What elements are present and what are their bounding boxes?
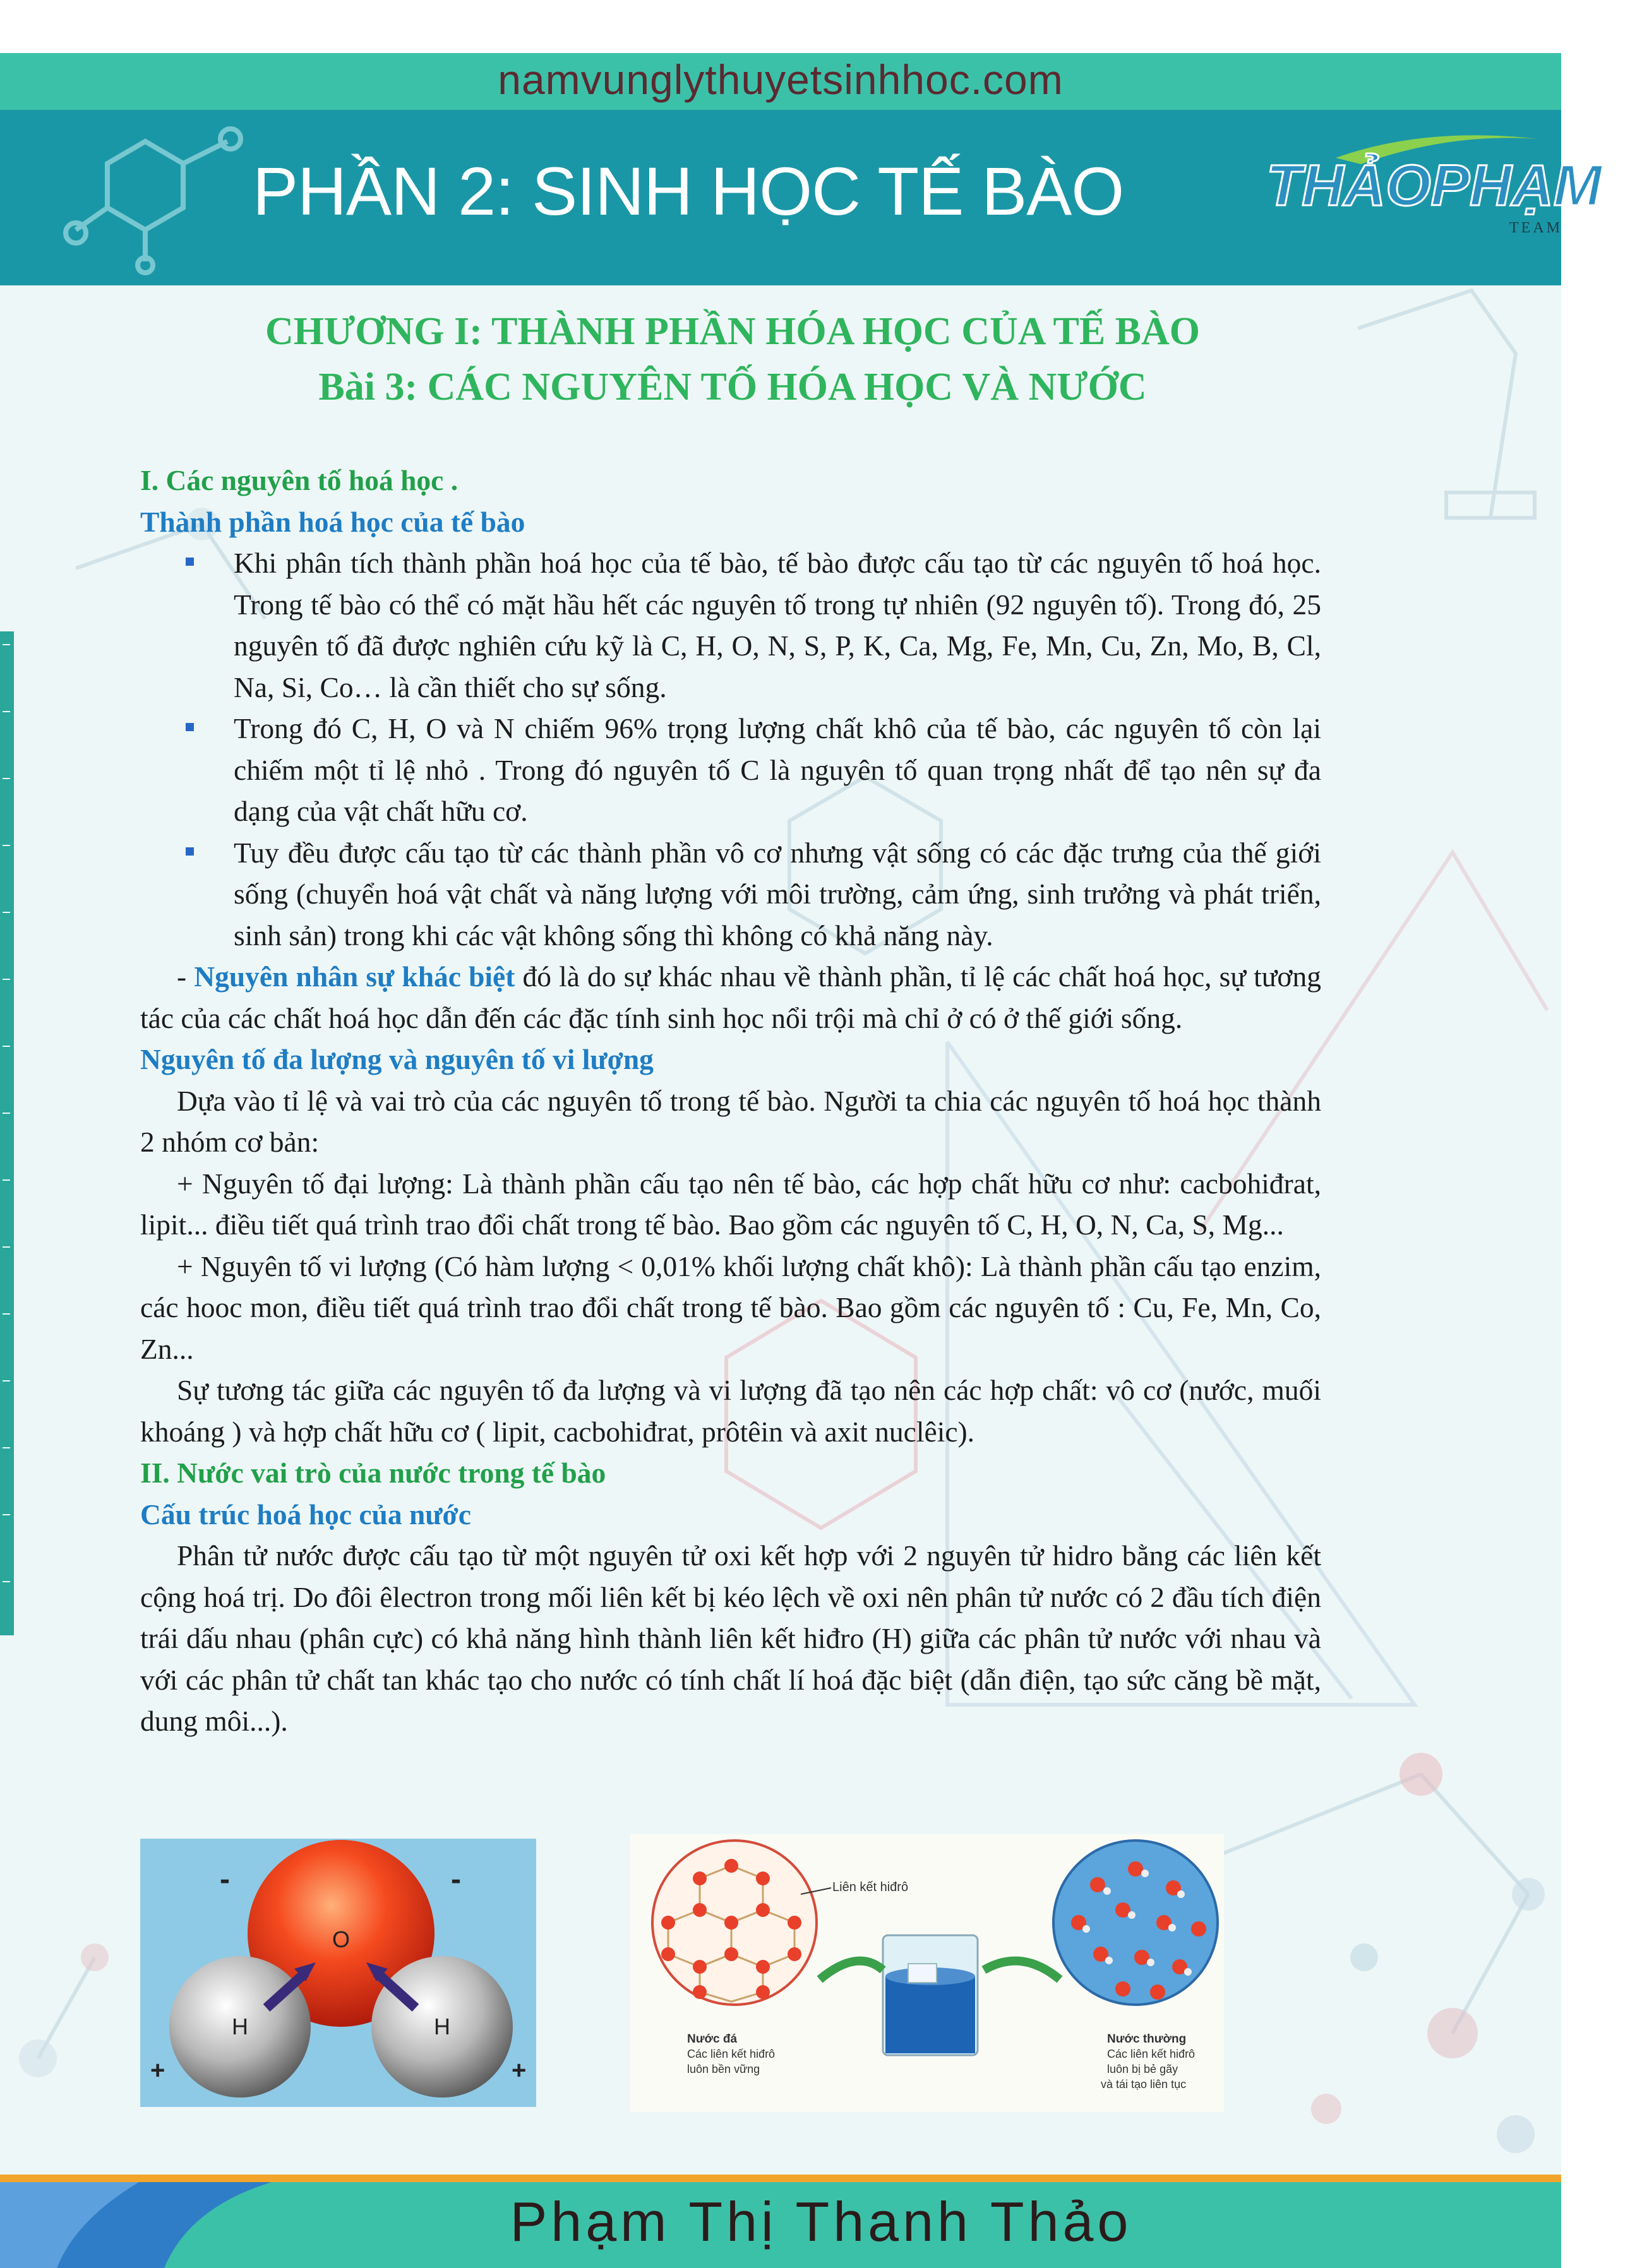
list-item: Khi phân tích thành phần hoá học của tế bào, tế bào được cấu tạo từ các nguyên tố hoá học. Trong tế bào có thể có mặt hầu hết các nguyên tố trong tự nhiên (92 nguyên tố). Trong đó, 25 nguyên tố đã được nghiên cứu kỹ là C, H, O, N, S, P, K, Ca, Mg, Fe, Mn, Cu, Zn, Mo, B, Cl, Na, Si, Co… là cần thiết cho sự sống.: [234, 542, 1321, 708]
element-groups-subheading: Nguyên tố đa lượng và nguyên tố vi lượng: [140, 1043, 654, 1075]
oxygen-label: O: [332, 1926, 351, 1952]
bullet-square-icon: [186, 558, 194, 566]
ice-vs-water-figure: [630, 1834, 1224, 2112]
logo-team-tag: TEAM: [1509, 220, 1562, 236]
cause-paragraph: - Nguyên nhân sự khác biệt đó là do sự khác nhau về thành phần, tỉ lệ các chất hoá học, sự tương tác của các chất hoá học dẫn đến các đặc tính sinh học nổi trội mà chỉ ở có ở thế giới sống.: [140, 960, 1321, 1034]
hydrogen-left-label: H: [232, 2014, 248, 2039]
water-caption-line2: luôn bị bẻ gãy: [1107, 2063, 1178, 2075]
bullet-square-icon: [186, 723, 194, 731]
thao-pham-team-logo: [1260, 120, 1602, 246]
ice-lattice-diagram: [652, 1841, 817, 2005]
charge-plus-right: +: [512, 2056, 527, 2084]
section2-heading: II. Nước vai trò của nước trong tế bào: [140, 1457, 606, 1489]
chapter-title: CHƯƠNG I: THÀNH PHẦN HÓA HỌC CỦA TẾ BÀO: [265, 310, 1201, 353]
micro-elements-paragraph: + Nguyên tố vi lượng (Có hàm lượng < 0,01% khối lượng chất khô): Là thành phần cấu tạo enzim, các hooc mon, điều tiết quá trình trao đổi chất trong tế bào. Bao gồm các nguyên tố : Cu, Fe, Mn, Co, Zn...: [140, 1250, 1321, 1365]
ice-caption-line2: luôn bền vững: [687, 2063, 760, 2075]
water-caption-title: Nước thường: [1107, 2032, 1187, 2046]
main-content: [140, 460, 1321, 1742]
ice-caption-line1: Các liên kết hiđrô: [687, 2048, 776, 2060]
cause-label: Nguyên nhân sự khác biệt: [194, 960, 515, 993]
macro-elements-paragraph: + Nguyên tố đại lượng: Là thành phần cấu tạo nên tế bào, các hợp chất hữu cơ như: cacbohiđrat, lipit... điều tiết quá trình trao đổi chất trong tế bào. Bao gồm các nguyên tố C, H, O, N, Ca, S, Mg...: [140, 1167, 1321, 1241]
composition-bullet-list: [140, 542, 1321, 956]
groups-intro-paragraph: Dựa vào tỉ lệ và vai trò của các nguyên tố trong tế bào. Người ta chia các nguyên tố hoá học thành 2 nhóm cơ bản:: [140, 1084, 1321, 1158]
hydrogen-bond-label: Liên kết hiđrô: [832, 1880, 909, 1894]
footer-accent-line: [0, 2175, 1561, 2182]
charge-plus-left: +: [150, 2056, 165, 2084]
liquid-water-diagram: [1053, 1841, 1218, 2005]
section1-heading: I. Các nguyên tố hoá học .: [140, 464, 458, 496]
list-item: Tuy đều được cấu tạo từ các thành phần vô cơ nhưng vật sống có các đặc trưng của thế giới sống (chuyển hoá vật chất và năng lượng với môi trường, cảm ứng, sinh trưởng và phát triển, sinh sản) trong khi các vật không sống thì không có khả năng này.: [234, 832, 1321, 957]
water-structure-paragraph: Phân tử nước được cấu tạo từ một nguyên tử oxi kết hợp với 2 nguyên tử hidro bằng các liên kết cộng hoá trị. Do đôi êlectron trong mối liên kết bị kéo lệch về oxi nên phân tử nước có 2 đầu tích điện trái dấu nhau (phân cực) có khả năng hình thành liên kết hiđro (H) giữa các phân tử nước với nhau và với các phân tử chất tan khác tạo cho nước có tính chất lí hoá đặc biệt (dẫn điện, tạo sức căng bề mặt, dung môi...).: [140, 1539, 1321, 1737]
charge-minus-left: -: [220, 1863, 230, 1896]
molecule-decoration-icon: [38, 116, 265, 274]
left-rail: [0, 631, 14, 1635]
hydrogen-right-label: H: [434, 2014, 450, 2039]
water-molecule-figure: [140, 1839, 536, 2107]
site-url: namvunglythuyetsinhhoc.com: [498, 56, 1064, 103]
charge-minus-right: -: [451, 1863, 461, 1896]
footer-author: Phạm Thị Thanh Thảo: [510, 2190, 1132, 2253]
section2-subheading: Cấu trúc hoá học của nước: [140, 1498, 471, 1531]
ice-caption-title: Nước đá: [687, 2032, 738, 2046]
water-caption-line1: Các liên kết hiđrô: [1107, 2048, 1196, 2060]
lesson-title: Bài 3: CÁC NGUYÊN TỐ HÓA HỌC VÀ NƯỚC: [318, 366, 1147, 409]
bullet-square-icon: [186, 847, 194, 856]
interaction-paragraph: Sự tương tác giữa các nguyên tố đa lượng và vi lượng đã tạo nên các hợp chất: vô cơ (nước, muối khoáng ) và hợp chất hữu cơ ( lipit, cacbohiđrat, prôtêin và axit nuclêic).: [140, 1374, 1321, 1448]
logo-wordmark: THẢOPHẠM: [1266, 153, 1602, 218]
part-title: PHẦN 2: SINH HỌC TẾ BÀO: [253, 153, 1124, 229]
list-item: Trong đó C, H, O và N chiếm 96% trọng lượng chất khô của tế bào, các nguyên tố còn lại chiếm một tỉ lệ nhỏ . Trong đó nguyên tố C là nguyên tố quan trọng nhất để tạo nên sự đa dạng của vật chất hữu cơ.: [234, 708, 1321, 832]
section1-subheading: Thành phần hoá học của tế bào: [140, 505, 525, 538]
water-caption-line3: và tái tạo liên tục: [1101, 2078, 1187, 2091]
